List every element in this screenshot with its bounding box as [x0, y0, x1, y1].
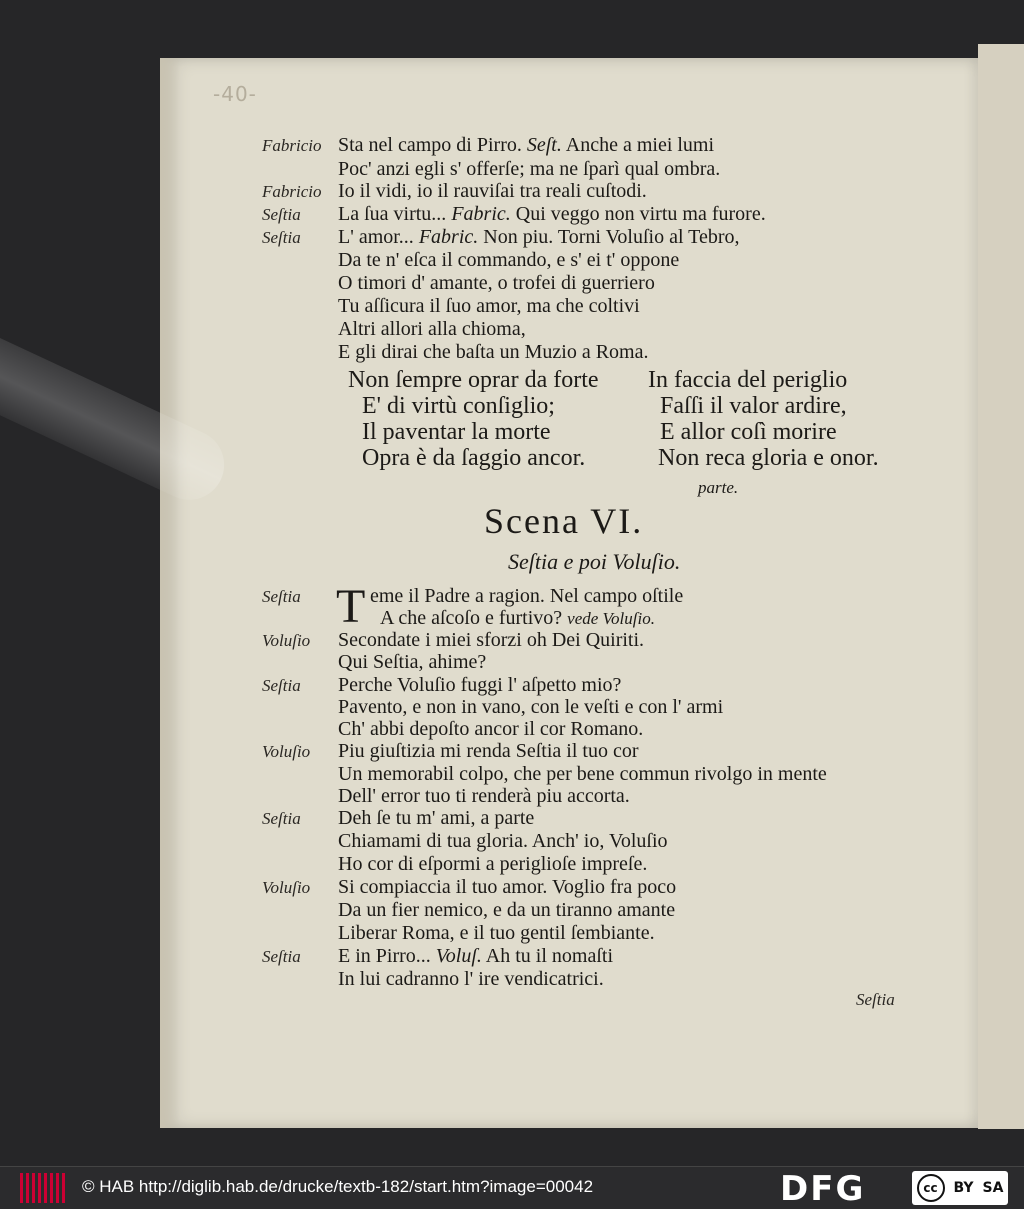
dialogue-line: Pavento, e non in vano, con le veſti e con l' armi [338, 696, 724, 718]
dialogue-line: O timori d' amante, o trofei di guerriero [338, 272, 655, 294]
copyright-link[interactable]: © HAB http://diglib.hab.de/drucke/textb-182/start.htm?image=00042 [82, 1177, 594, 1196]
next-page-edge [978, 44, 1024, 1129]
dialogue-line: Seſtia Perche Voluſio fuggi l' aſpetto mio? [262, 674, 622, 696]
pencil-page-number: -40- [213, 82, 257, 106]
aria-line-left: Il paventar la morte [362, 419, 551, 445]
dialogue-line: A che aſcoſo e furtivo? vede Voluſio. [380, 607, 655, 629]
dialogue-line: Fabricio Sta nel campo di Pirro. Seſt. Anche a miei lumi [262, 134, 715, 156]
by-icon: BY [953, 1180, 974, 1196]
dialogue-line: Da te n' eſca il commando, e s' ei t' oppone [338, 249, 680, 271]
aria-line-left: E' di virtù conſiglio; [362, 393, 555, 419]
catchword: Seſtia [856, 990, 895, 1009]
dialogue-line: Qui Seſtia, ahime? [338, 651, 487, 673]
dialogue-line: Poc' anzi egli s' offerſe; ma ne ſparì qual ombra. [338, 158, 721, 180]
dialogue-line: Voluſio Si compiaccia il tuo amor. Voglio fra poco [262, 876, 677, 898]
drop-cap: T [336, 580, 366, 633]
aria-line-right: E allor coſì morire [660, 419, 837, 445]
dialogue-line: Seſtia La ſua virtu... Fabric. Qui veggo non virtu ma furore. [262, 203, 766, 225]
dialogue-line: Seſtia Deh ſe tu m' ami, a parte [262, 807, 535, 829]
dialogue-line: Dell' error tuo ti renderà piu accorta. [338, 785, 630, 807]
dialogue-line: Seſtia eme il Padre a ragion. Nel campo oſtile [262, 585, 684, 607]
scene-title: Scena VI. [484, 501, 644, 541]
dialogue-line: Chiamami di tua gloria. Anch' io, Voluſio [338, 830, 668, 852]
dialogue-line: Voluſio Secondate i miei sforzi oh Dei Quiriti. [262, 629, 645, 651]
sa-icon: SA [982, 1180, 1004, 1196]
dialogue-line: Un memorabil colpo, che per bene commun rivolgo in mente [338, 763, 827, 785]
dialogue-line: Seſtia L' amor... Fabric. Non piu. Torni Voluſio al Tebro, [262, 226, 740, 248]
dialogue-line: Fabricio Io il vidi, io il rauviſai tra reali cuſtodi. [262, 180, 647, 202]
dialogue-line: Altri allori alla chioma, [338, 318, 526, 340]
aria-line-right: Non reca gloria e onor. [658, 445, 879, 471]
aria-line-right: Faſſi il valor ardire, [660, 393, 847, 419]
dialogue-line: Seſtia E in Pirro... Voluſ. Ah tu il nomaſti [262, 945, 614, 967]
dialogue-line: Ch' abbi depoſto ancor il cor Romano. [338, 718, 644, 740]
dialogue-line: Ho cor di eſpormi a periglioſe impreſe. [338, 853, 648, 875]
hab-logo-icon[interactable] [20, 1173, 66, 1203]
aria-line-right: In faccia del periglio [648, 367, 848, 393]
dfg-logo[interactable]: DFG [780, 1169, 866, 1209]
dialogue-line: In lui cadranno l' ire vendicatrici. [338, 968, 604, 990]
aria-line-left: Opra è da ſaggio ancor. [362, 445, 586, 471]
stage-direction-parte: parte. [698, 478, 739, 497]
scene-subtitle: Seſtia e poi Voluſio. [508, 549, 681, 574]
dialogue-line: Liberar Roma, e il tuo gentil ſembiante. [338, 922, 655, 944]
aria-line-left: Non ſempre oprar da forte [348, 367, 599, 393]
cc-icon: cc [917, 1174, 945, 1202]
dialogue-line: Tu aſſicura il ſuo amor, ma che coltivi [338, 295, 640, 317]
dialogue-line: Da un fier nemico, e da un tiranno amante [338, 899, 676, 921]
cc-license-badge[interactable] [912, 1171, 1008, 1205]
viewer-footer [0, 1166, 1024, 1209]
dialogue-line: E gli dirai che baſta un Muzio a Roma. [338, 341, 649, 363]
page-gutter-shadow [160, 58, 180, 1128]
dialogue-line: Voluſio Piu giuſtizia mi renda Seſtia il tuo cor [262, 740, 639, 762]
